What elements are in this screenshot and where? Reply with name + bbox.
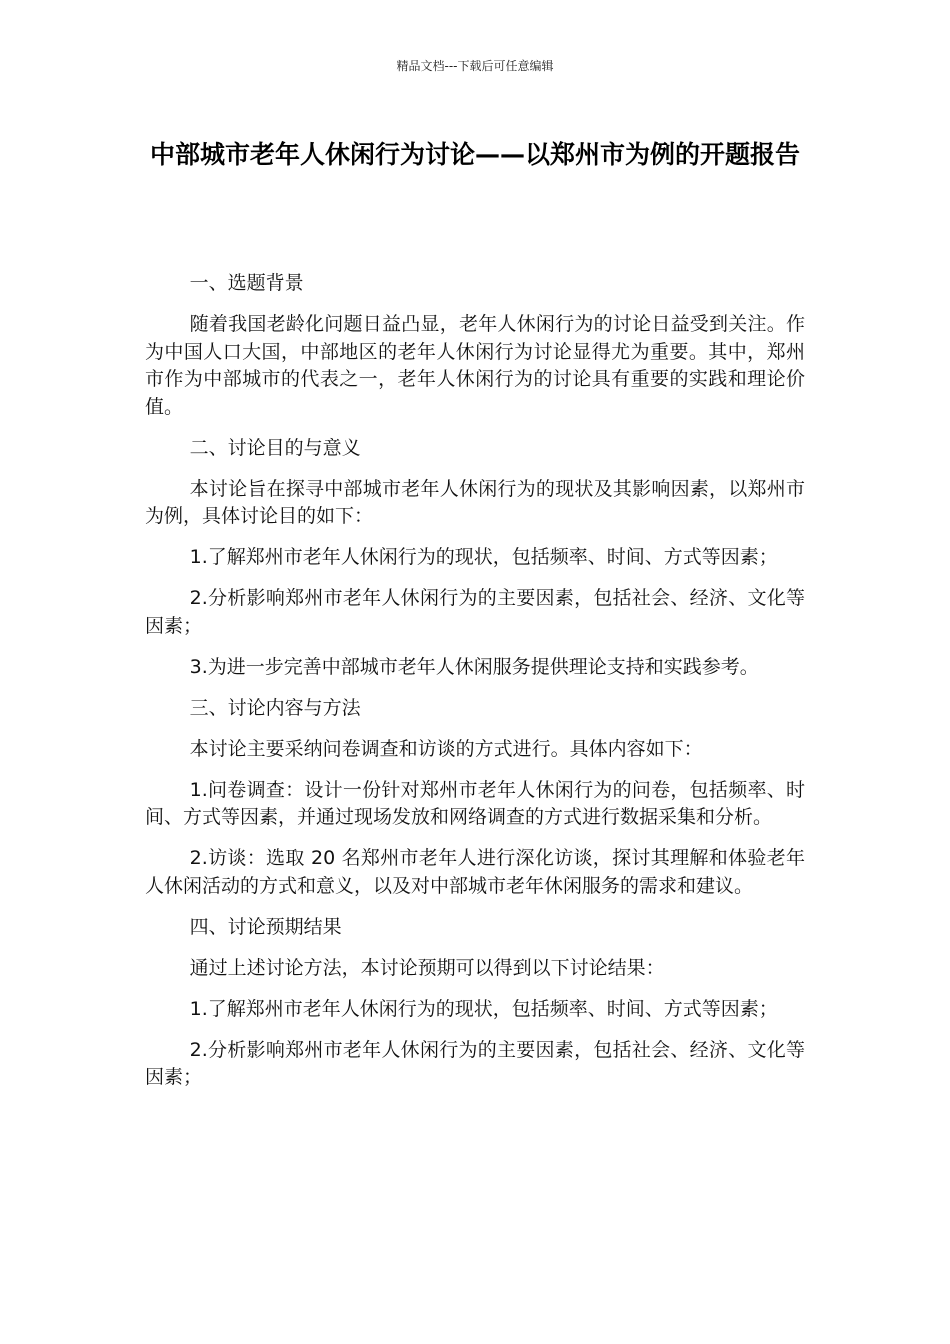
paragraph-purpose-intro: 本讨论旨在探寻中部城市老年人休闲行为的现状及其影响因素，以郑州市为例，具体讨论目的如下：	[145, 477, 805, 527]
paragraph-background: 随着我国老龄化问题日益凸显，老年人休闲行为的讨论日益受到关注。作为中国人口大国，中部地区的老年人休闲行为讨论显得尤为重要。其中，郑州市作为中部城市的代表之一，老年人休闲行为的讨论具有重要的实践和理论价值。	[145, 313, 805, 418]
list-item-purpose-3: 3.为进一步完善中部城市老年人休闲服务提供理论支持和实践参考。	[189, 655, 759, 678]
document-body	[145, 270, 805, 1105]
document-title: 中部城市老年人休闲行为讨论——以郑州市为例的开题报告	[149, 140, 800, 169]
section-heading-method: 三、讨论内容与方法	[189, 696, 361, 719]
section-heading-results: 四、讨论预期结果	[189, 915, 342, 938]
list-item-purpose-1: 1.了解郑州市老年人休闲行为的现状，包括频率、时间、方式等因素；	[189, 546, 778, 568]
header-note: 精品文档---下载后可任意编辑	[396, 59, 554, 73]
paragraph-method-intro: 本讨论主要采纳问卷调查和访谈的方式进行。具体内容如下：	[189, 737, 703, 760]
list-item-method-2: 2.访谈：选取 20 名郑州市老年人进行深化访谈，探讨其理解和体验老年人休闲活动的方式和意义，以及对中部城市老年休闲服务的需求和建议。	[145, 847, 805, 897]
list-item-results-1: 1.了解郑州市老年人休闲行为的现状，包括频率、时间、方式等因素；	[189, 997, 778, 1020]
paragraph-results-intro: 通过上述讨论方法，本讨论预期可以得到以下讨论结果：	[189, 956, 665, 979]
list-item-method-1: 1.问卷调查：设计一份针对郑州市老年人休闲行为的问卷，包括频率、时间、方式等因素，并通过现场发放和网络调查的方式进行数据采集和分析。	[145, 778, 805, 828]
list-item-results-2: 2.分析影响郑州市老年人休闲行为的主要因素，包括社会、经济、文化等因素；	[145, 1038, 805, 1088]
section-heading-purpose: 二、讨论目的与意义	[189, 436, 361, 459]
list-item-purpose-2: 2.分析影响郑州市老年人休闲行为的主要因素，包括社会、经济、文化等因素；	[145, 587, 805, 637]
section-heading-background: 一、选题背景	[189, 272, 304, 294]
